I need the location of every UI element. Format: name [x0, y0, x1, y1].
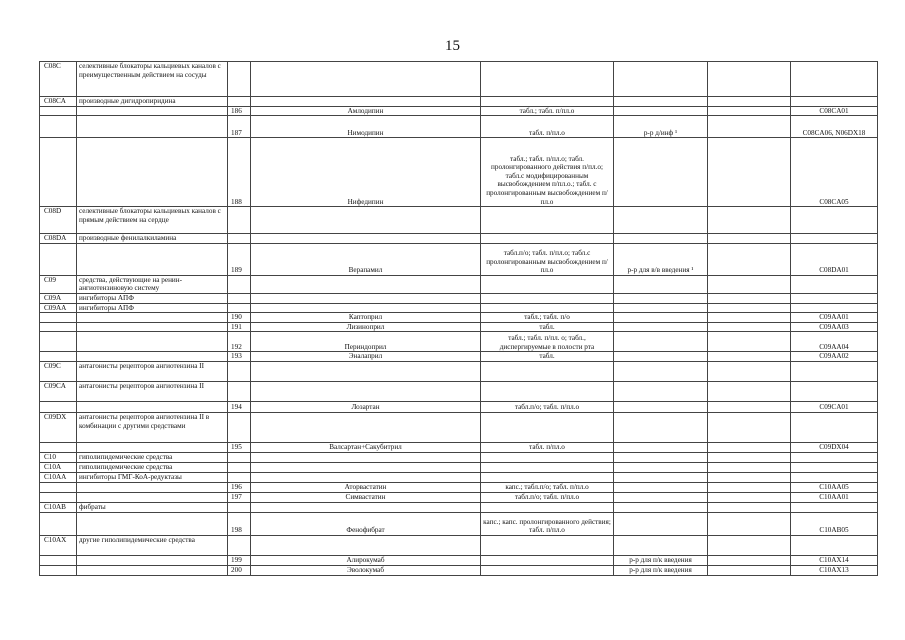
atc-code — [791, 381, 878, 401]
drug-name — [251, 97, 481, 107]
row-number — [228, 535, 251, 555]
atc-group-code — [40, 138, 77, 207]
atc-group-name — [77, 106, 228, 116]
other-form — [614, 293, 708, 303]
other-form — [614, 535, 708, 555]
other-form — [614, 332, 708, 352]
empty-cell — [708, 482, 791, 492]
drug-name: Нифедипин — [251, 138, 481, 207]
table-row — [40, 452, 878, 462]
row-number — [228, 207, 251, 234]
atc-group-code — [40, 313, 77, 323]
atc-group-code: C09C — [40, 361, 77, 381]
dosage-form: табл.; табл. п/пл.о; табл. пролонгированного действия п/пл.о; табл.с модифицированным высвобождением п/пл.о.; табл. с пролонгированным высвобождением п/пл.о — [481, 138, 614, 207]
empty-cell — [708, 472, 791, 482]
drug-name: Каптоприл — [251, 313, 481, 323]
atc-group-code: C08DA — [40, 234, 77, 244]
dosage-form: табл.п/о; табл. п/пл.о — [481, 492, 614, 502]
other-form — [614, 352, 708, 362]
dosage-form: табл.п/о; табл. п/пл.о; табл.с пролонгированным высвобождением п/пл.о — [481, 243, 614, 275]
atc-code — [791, 502, 878, 512]
atc-group-code — [40, 352, 77, 362]
empty-cell — [708, 243, 791, 275]
drug-name: Лизиноприл — [251, 322, 481, 332]
dosage-form — [481, 535, 614, 555]
empty-cell — [708, 332, 791, 352]
atc-group-code: C10A — [40, 462, 77, 472]
atc-group-name: ингибиторы АПФ — [77, 293, 228, 303]
empty-cell — [708, 106, 791, 116]
atc-group-name: производные фенилалкиламина — [77, 234, 228, 244]
atc-group-name — [77, 116, 228, 138]
other-form — [614, 482, 708, 492]
dosage-form: табл.; табл. п/о — [481, 313, 614, 323]
empty-cell — [708, 352, 791, 362]
empty-cell — [708, 381, 791, 401]
atc-group-code — [40, 555, 77, 565]
other-form — [614, 462, 708, 472]
atc-code — [791, 412, 878, 442]
table-row — [40, 138, 878, 207]
other-form: р-р для в/в введения ¹ — [614, 243, 708, 275]
other-form — [614, 234, 708, 244]
atc-code — [791, 452, 878, 462]
atc-code: C09DX04 — [791, 442, 878, 452]
dosage-form — [481, 234, 614, 244]
drug-name: Нимодипин — [251, 116, 481, 138]
atc-code — [791, 462, 878, 472]
drug-name — [251, 502, 481, 512]
row-number — [228, 62, 251, 97]
atc-group-name: средства, действующие на ренин-ангиотензиновую систему — [77, 275, 228, 293]
row-number: 197 — [228, 492, 251, 502]
other-form — [614, 275, 708, 293]
atc-code: C10AA05 — [791, 482, 878, 492]
dosage-form — [481, 62, 614, 97]
row-number: 193 — [228, 352, 251, 362]
table-row — [40, 116, 878, 138]
dosage-form: табл. п/пл.о — [481, 442, 614, 452]
atc-code: C10AA01 — [791, 492, 878, 502]
atc-code: C10AX13 — [791, 565, 878, 575]
empty-cell — [708, 502, 791, 512]
atc-group-code — [40, 106, 77, 116]
dosage-form: табл. — [481, 322, 614, 332]
table-row — [40, 482, 878, 492]
atc-group-code: C09A — [40, 293, 77, 303]
atc-code: C09AA04 — [791, 332, 878, 352]
empty-cell — [708, 303, 791, 313]
table-row — [40, 207, 878, 234]
row-number — [228, 293, 251, 303]
atc-group-name: ингибиторы АПФ — [77, 303, 228, 313]
row-number: 188 — [228, 138, 251, 207]
atc-group-code — [40, 401, 77, 412]
empty-cell — [708, 492, 791, 502]
other-form — [614, 138, 708, 207]
drug-name — [251, 472, 481, 482]
dosage-form — [481, 381, 614, 401]
row-number: 187 — [228, 116, 251, 138]
atc-group-code — [40, 322, 77, 332]
other-form — [614, 502, 708, 512]
dosage-form — [481, 555, 614, 565]
drug-name: Амлодипин — [251, 106, 481, 116]
atc-code — [791, 207, 878, 234]
row-number: 190 — [228, 313, 251, 323]
atc-group-name: селективные блокаторы кальциевых каналов с прямым действием на сердце — [77, 207, 228, 234]
table-row — [40, 97, 878, 107]
dosage-form — [481, 293, 614, 303]
dosage-form — [481, 207, 614, 234]
table-row — [40, 332, 878, 352]
drug-name: Верапамил — [251, 243, 481, 275]
atc-group-name: антагонисты рецепторов ангиотензина II — [77, 381, 228, 401]
atc-code — [791, 472, 878, 482]
atc-group-name: антагонисты рецепторов ангиотензина II — [77, 361, 228, 381]
empty-cell — [708, 313, 791, 323]
atc-group-code — [40, 565, 77, 575]
row-number: 198 — [228, 512, 251, 535]
row-number — [228, 462, 251, 472]
atc-code: C08DA01 — [791, 243, 878, 275]
table-row — [40, 535, 878, 555]
empty-cell — [708, 442, 791, 452]
row-number — [228, 381, 251, 401]
dosage-form — [481, 462, 614, 472]
other-form — [614, 512, 708, 535]
table-row — [40, 472, 878, 482]
drug-name: Валсартан+Сакубитрил — [251, 442, 481, 452]
drug-name — [251, 303, 481, 313]
drug-name: Периндоприл — [251, 332, 481, 352]
atc-group-code: C09 — [40, 275, 77, 293]
dosage-form: табл. — [481, 352, 614, 362]
row-number: 196 — [228, 482, 251, 492]
other-form: р-р для п/к введения — [614, 565, 708, 575]
row-number: 194 — [228, 401, 251, 412]
atc-code: C09AA03 — [791, 322, 878, 332]
atc-group-name — [77, 352, 228, 362]
table-row — [40, 62, 878, 97]
atc-code: C09AA01 — [791, 313, 878, 323]
other-form — [614, 62, 708, 97]
atc-code — [791, 234, 878, 244]
atc-group-name: селективные блокаторы кальциевых каналов с преимущественным действием на сосуды — [77, 62, 228, 97]
other-form: р-р д/инф ¹ — [614, 116, 708, 138]
dosage-form — [481, 412, 614, 442]
atc-group-code — [40, 116, 77, 138]
empty-cell — [708, 361, 791, 381]
other-form — [614, 207, 708, 234]
drug-name: Эналаприл — [251, 352, 481, 362]
atc-code: C08CA05 — [791, 138, 878, 207]
table-row — [40, 106, 878, 116]
atc-code: C09CA01 — [791, 401, 878, 412]
row-number: 189 — [228, 243, 251, 275]
atc-group-name — [77, 512, 228, 535]
atc-group-name: гиполипидемические средства — [77, 462, 228, 472]
atc-group-code — [40, 512, 77, 535]
atc-group-code — [40, 243, 77, 275]
atc-code — [791, 535, 878, 555]
empty-cell — [708, 322, 791, 332]
other-form: р-р для п/к введения — [614, 555, 708, 565]
empty-cell — [708, 138, 791, 207]
empty-cell — [708, 293, 791, 303]
drug-name — [251, 234, 481, 244]
table-row — [40, 275, 878, 293]
dosage-form — [481, 361, 614, 381]
atc-code — [791, 361, 878, 381]
empty-cell — [708, 412, 791, 442]
dosage-form — [481, 275, 614, 293]
table-row — [40, 565, 878, 575]
atc-code — [791, 275, 878, 293]
other-form — [614, 106, 708, 116]
row-number — [228, 234, 251, 244]
other-form — [614, 303, 708, 313]
atc-code — [791, 303, 878, 313]
page-number: 15 — [445, 38, 460, 54]
dosage-form — [481, 502, 614, 512]
table-row — [40, 322, 878, 332]
row-number — [228, 502, 251, 512]
other-form — [614, 401, 708, 412]
empty-cell — [708, 535, 791, 555]
row-number — [228, 303, 251, 313]
table-row — [40, 234, 878, 244]
dosage-form — [481, 452, 614, 462]
atc-group-name — [77, 138, 228, 207]
empty-cell — [708, 116, 791, 138]
atc-group-code: C08D — [40, 207, 77, 234]
empty-cell — [708, 512, 791, 535]
drug-name — [251, 412, 481, 442]
drug-name — [251, 275, 481, 293]
table-row — [40, 313, 878, 323]
atc-group-name — [77, 482, 228, 492]
atc-group-code — [40, 442, 77, 452]
row-number: 192 — [228, 332, 251, 352]
row-number — [228, 361, 251, 381]
other-form — [614, 452, 708, 462]
dosage-form: табл. п/пл.о — [481, 116, 614, 138]
drug-name: Эволокумаб — [251, 565, 481, 575]
row-number: 191 — [228, 322, 251, 332]
row-number: 195 — [228, 442, 251, 452]
atc-group-name — [77, 243, 228, 275]
atc-group-name — [77, 555, 228, 565]
row-number: 199 — [228, 555, 251, 565]
drug-name: Лозартан — [251, 401, 481, 412]
drug-name: Алирокумаб — [251, 555, 481, 565]
atc-code: C09AA02 — [791, 352, 878, 362]
table-row — [40, 381, 878, 401]
dosage-form: табл.п/о; табл. п/пл.о — [481, 401, 614, 412]
atc-code: C10AX14 — [791, 555, 878, 565]
table-row — [40, 462, 878, 472]
atc-group-code: C08C — [40, 62, 77, 97]
other-form — [614, 381, 708, 401]
empty-cell — [708, 452, 791, 462]
table-row — [40, 412, 878, 442]
drug-name: Симвастатин — [251, 492, 481, 502]
table-row — [40, 352, 878, 362]
other-form — [614, 361, 708, 381]
table-row — [40, 303, 878, 313]
atc-group-code: C09CA — [40, 381, 77, 401]
atc-group-name — [77, 322, 228, 332]
atc-group-code: C09DX — [40, 412, 77, 442]
drug-name — [251, 293, 481, 303]
drug-list-table — [39, 61, 878, 576]
dosage-form: табл.; табл. п/пл. о; табл., диспергируемые в полости рта — [481, 332, 614, 352]
table-row — [40, 293, 878, 303]
atc-group-name — [77, 492, 228, 502]
atc-group-code — [40, 482, 77, 492]
atc-group-name — [77, 332, 228, 352]
other-form — [614, 442, 708, 452]
atc-group-name: фибраты — [77, 502, 228, 512]
table-row — [40, 512, 878, 535]
atc-group-code: C10AX — [40, 535, 77, 555]
row-number — [228, 472, 251, 482]
other-form — [614, 313, 708, 323]
atc-group-name: другие гиполипидемические средства — [77, 535, 228, 555]
atc-code — [791, 293, 878, 303]
atc-code — [791, 62, 878, 97]
table-row — [40, 361, 878, 381]
atc-group-code: C09AA — [40, 303, 77, 313]
empty-cell — [708, 275, 791, 293]
dosage-form — [481, 565, 614, 575]
row-number — [228, 452, 251, 462]
atc-code: C10AB05 — [791, 512, 878, 535]
atc-group-code: C10 — [40, 452, 77, 462]
atc-group-code — [40, 492, 77, 502]
drug-name — [251, 381, 481, 401]
drug-name — [251, 462, 481, 472]
atc-group-name — [77, 313, 228, 323]
atc-group-name — [77, 401, 228, 412]
other-form — [614, 472, 708, 482]
drug-name: Фенофибрат — [251, 512, 481, 535]
atc-group-code: C10AB — [40, 502, 77, 512]
empty-cell — [708, 462, 791, 472]
atc-group-name — [77, 565, 228, 575]
empty-cell — [708, 401, 791, 412]
empty-cell — [708, 207, 791, 234]
empty-cell — [708, 234, 791, 244]
other-form — [614, 412, 708, 442]
dosage-form: капс.; табл.п/о; табл. п/пл.о — [481, 482, 614, 492]
table-row — [40, 401, 878, 412]
drug-name — [251, 452, 481, 462]
table-row — [40, 442, 878, 452]
atc-group-name — [77, 442, 228, 452]
table-row — [40, 502, 878, 512]
atc-code: C08CA06, N06DX18 — [791, 116, 878, 138]
dosage-form: табл.; табл. п/пл.о — [481, 106, 614, 116]
atc-group-name: производные дигидропиридина — [77, 97, 228, 107]
empty-cell — [708, 555, 791, 565]
drug-name — [251, 535, 481, 555]
atc-group-code — [40, 332, 77, 352]
drug-name — [251, 62, 481, 97]
atc-group-code: C10AA — [40, 472, 77, 482]
other-form — [614, 322, 708, 332]
atc-group-code: C08CA — [40, 97, 77, 107]
empty-cell — [708, 62, 791, 97]
table-row — [40, 555, 878, 565]
atc-group-name: антагонисты рецепторов ангиотензина II в комбинации с другими средствами — [77, 412, 228, 442]
table-row — [40, 492, 878, 502]
drug-name: Аторвастатин — [251, 482, 481, 492]
row-number: 186 — [228, 106, 251, 116]
dosage-form — [481, 472, 614, 482]
dosage-form: капс.; капс. пролонгированного действия; табл. п/пл.о — [481, 512, 614, 535]
atc-group-name: ингибиторы ГМГ-КоА-редуктазы — [77, 472, 228, 482]
row-number — [228, 97, 251, 107]
row-number: 200 — [228, 565, 251, 575]
drug-list-body — [40, 62, 878, 576]
dosage-form — [481, 97, 614, 107]
atc-code: C08CA01 — [791, 106, 878, 116]
atc-group-name: гиполипидемические средства — [77, 452, 228, 462]
atc-code — [791, 97, 878, 107]
row-number — [228, 412, 251, 442]
drug-name — [251, 361, 481, 381]
row-number — [228, 275, 251, 293]
dosage-form — [481, 303, 614, 313]
empty-cell — [708, 565, 791, 575]
empty-cell — [708, 97, 791, 107]
other-form — [614, 492, 708, 502]
table-row — [40, 243, 878, 275]
drug-name — [251, 207, 481, 234]
other-form — [614, 97, 708, 107]
